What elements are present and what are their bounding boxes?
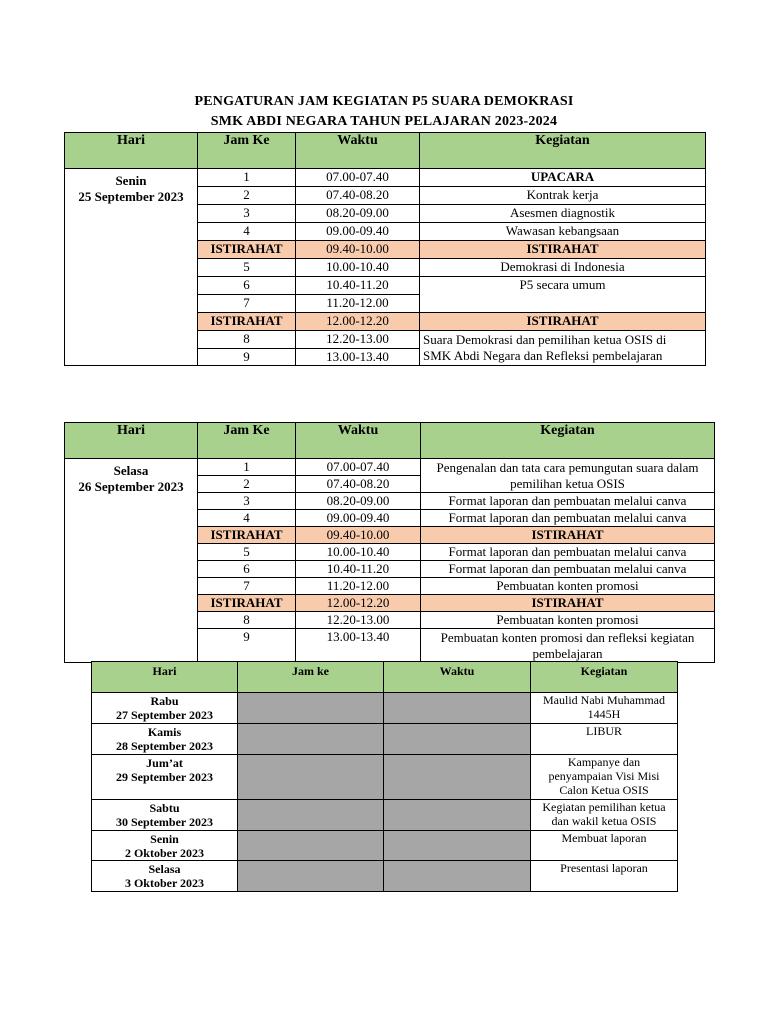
kegiatan-line: Presentasi laporan <box>560 861 648 875</box>
jam-cell: 5 <box>198 544 296 561</box>
waktu-cell: 11.20-12.00 <box>296 578 421 595</box>
header-jam-ke: Jam Ke <box>198 133 296 169</box>
day-cell <box>92 755 238 800</box>
kegiatan-cell <box>531 800 678 831</box>
break-waktu-cell: 12.00-12.20 <box>296 595 421 612</box>
jam-cell: 4 <box>198 223 296 241</box>
day-name: Selasa <box>148 862 181 876</box>
jam-cell: 5 <box>198 259 296 277</box>
document-title-line1: PENGATURAN JAM KEGIATAN P5 SUARA DEMOKRASI <box>194 94 574 109</box>
day-date: 29 September 2023 <box>115 770 214 784</box>
jam-cell: 8 <box>198 612 296 629</box>
waktu-cell: 07.00-07.40 <box>296 169 420 187</box>
kegiatan-line: 1445H <box>587 707 621 721</box>
waktu-cell: 07.00-07.40 <box>296 459 421 476</box>
break-waktu-cell: 09.40-10.00 <box>296 527 421 544</box>
day-date: 30 September 2023 <box>115 815 214 829</box>
jam-cell: 3 <box>198 493 296 510</box>
empty-waktu-cell <box>384 861 531 892</box>
waktu-cell: 08.20-09.00 <box>296 205 420 223</box>
empty-waktu-cell <box>384 800 531 831</box>
day-cell <box>65 169 198 366</box>
break-waktu-cell: 12.00-12.20 <box>296 313 420 331</box>
day-cell <box>92 831 238 861</box>
jam-cell: 2 <box>198 476 296 493</box>
jam-cell: 6 <box>198 277 296 295</box>
day-cell <box>92 693 238 724</box>
header-kegiatan: Kegiatan <box>420 133 706 169</box>
kegiatan-line: Calon Ketua OSIS <box>559 783 649 797</box>
header-kegiatan: Kegiatan <box>531 662 678 693</box>
waktu-cell: 11.20-12.00 <box>296 295 420 313</box>
jam-cell: 2 <box>198 187 296 205</box>
empty-jam-cell <box>238 800 384 831</box>
kegiatan-cell <box>531 831 678 861</box>
break-jam-cell: ISTIRAHAT <box>198 527 296 544</box>
empty-jam-cell <box>238 724 384 755</box>
jam-cell: 9 <box>198 349 296 366</box>
day-date: 28 September 2023 <box>115 739 214 753</box>
waktu-cell: 09.00-09.40 <box>296 223 420 241</box>
kegiatan-line: Kampanye dan <box>567 755 641 769</box>
break-waktu-cell: 09.40-10.00 <box>296 241 420 259</box>
waktu-cell: 12.20-13.00 <box>296 331 420 349</box>
header-hari: Hari <box>65 423 198 459</box>
kegiatan-cell: P5 secara umum <box>420 277 706 313</box>
jam-cell: 1 <box>198 459 296 476</box>
kegiatan-cell: Format laporan dan pembuatan melalui canva <box>421 544 715 561</box>
kegiatan-cell <box>531 693 678 724</box>
header-jam-ke: Jam ke <box>238 662 384 693</box>
day-name: Senin <box>115 173 147 188</box>
empty-jam-cell <box>238 831 384 861</box>
waktu-cell: 10.40-11.20 <box>296 277 420 295</box>
schedule-table-lanjutan <box>91 661 678 892</box>
day-name: Senin <box>150 832 179 846</box>
kegiatan-cell <box>420 331 706 366</box>
day-date: 27 September 2023 <box>115 708 214 722</box>
day-cell <box>92 800 238 831</box>
break-jam-cell: ISTIRAHAT <box>198 595 296 612</box>
day-name: Sabtu <box>149 801 180 815</box>
kegiatan-cell: UPACARA <box>420 169 706 187</box>
day-name: Jum’at <box>146 756 183 770</box>
empty-jam-cell <box>238 861 384 892</box>
kegiatan-cell: Pembuatan konten promosi <box>421 578 715 595</box>
day-date: 25 September 2023 <box>78 189 184 204</box>
kegiatan-line: pembelajaran <box>532 646 603 661</box>
kegiatan-cell <box>531 861 678 892</box>
waktu-cell: 10.40-11.20 <box>296 561 421 578</box>
kegiatan-cell: Wawasan kebangsaan <box>420 223 706 241</box>
day-name: Selasa <box>113 463 149 478</box>
break-kegiatan-cell: ISTIRAHAT <box>420 241 706 259</box>
header-hari: Hari <box>65 133 198 169</box>
day-date: 26 September 2023 <box>78 479 184 494</box>
header-jam-ke: Jam Ke <box>198 423 296 459</box>
waktu-cell: 07.40-08.20 <box>296 476 421 493</box>
kegiatan-line: pemilihan ketua OSIS <box>510 476 625 491</box>
header-waktu: Waktu <box>384 662 531 693</box>
kegiatan-cell <box>531 724 678 755</box>
kegiatan-line: Pengenalan dan tata cara pemungutan suara dalam <box>436 460 699 475</box>
break-kegiatan-cell: ISTIRAHAT <box>421 595 715 612</box>
waktu-cell: 08.20-09.00 <box>296 493 421 510</box>
kegiatan-line: Suara Demokrasi dan pemilihan ketua OSIS di <box>423 332 667 347</box>
jam-cell: 6 <box>198 561 296 578</box>
jam-cell: 3 <box>198 205 296 223</box>
empty-jam-cell <box>238 693 384 724</box>
jam-cell: 4 <box>198 510 296 527</box>
header-waktu: Waktu <box>296 423 421 459</box>
day-date: 2 Oktober 2023 <box>124 846 205 860</box>
schedule-table-selasa <box>64 422 715 663</box>
kegiatan-cell: Kontrak kerja <box>420 187 706 205</box>
header-hari: Hari <box>92 662 238 693</box>
schedule-table-senin <box>64 132 706 366</box>
header-kegiatan: Kegiatan <box>421 423 715 459</box>
waktu-cell: 10.00-10.40 <box>296 259 420 277</box>
waktu-cell: 07.40-08.20 <box>296 187 420 205</box>
waktu-cell: 12.20-13.00 <box>296 612 421 629</box>
kegiatan-line: Membuat laporan <box>561 831 647 845</box>
empty-waktu-cell <box>384 724 531 755</box>
jam-cell: 7 <box>198 578 296 595</box>
day-name: Rabu <box>150 694 179 708</box>
empty-waktu-cell <box>384 693 531 724</box>
header-waktu: Waktu <box>296 133 420 169</box>
waktu-cell: 09.00-09.40 <box>296 510 421 527</box>
kegiatan-cell: Format laporan dan pembuatan melalui canva <box>421 561 715 578</box>
break-jam-cell: ISTIRAHAT <box>198 241 296 259</box>
day-cell <box>92 724 238 755</box>
day-cell <box>92 861 238 892</box>
kegiatan-cell: Format laporan dan pembuatan melalui canva <box>421 493 715 510</box>
empty-waktu-cell <box>384 755 531 800</box>
jam-cell: 9 <box>198 629 296 663</box>
kegiatan-cell: Format laporan dan pembuatan melalui canva <box>421 510 715 527</box>
jam-cell: 1 <box>198 169 296 187</box>
day-cell <box>65 459 198 663</box>
kegiatan-cell <box>421 629 715 663</box>
document-title-line2: SMK ABDI NEGARA TAHUN PELAJARAN 2023-2024 <box>210 114 558 129</box>
kegiatan-cell <box>421 459 715 493</box>
jam-cell: 7 <box>198 295 296 313</box>
break-jam-cell: ISTIRAHAT <box>198 313 296 331</box>
kegiatan-cell: Demokrasi di Indonesia <box>420 259 706 277</box>
kegiatan-line: dan wakil ketua OSIS <box>551 814 657 828</box>
break-kegiatan-cell: ISTIRAHAT <box>421 527 715 544</box>
kegiatan-line: SMK Abdi Negara dan Refleksi pembelajaran <box>423 348 663 363</box>
kegiatan-cell <box>531 755 678 800</box>
kegiatan-line: penyampaian Visi Misi <box>548 769 660 783</box>
waktu-cell: 10.00-10.40 <box>296 544 421 561</box>
empty-jam-cell <box>238 755 384 800</box>
kegiatan-line: Maulid Nabi Muhammad <box>543 693 665 707</box>
day-date: 3 Oktober 2023 <box>124 876 205 890</box>
waktu-cell: 13.00-13.40 <box>296 349 420 366</box>
kegiatan-line: Kegiatan pemilihan ketua <box>542 800 666 814</box>
waktu-cell: 13.00-13.40 <box>296 629 421 663</box>
break-kegiatan-cell: ISTIRAHAT <box>420 313 706 331</box>
day-name: Kamis <box>147 725 182 739</box>
kegiatan-line: Pembuatan konten promosi dan refleksi kegiatan <box>440 630 695 645</box>
kegiatan-line: LIBUR <box>586 724 622 738</box>
kegiatan-cell: Asesmen diagnostik <box>420 205 706 223</box>
kegiatan-cell: Pembuatan konten promosi <box>421 612 715 629</box>
empty-waktu-cell <box>384 831 531 861</box>
jam-cell: 8 <box>198 331 296 349</box>
